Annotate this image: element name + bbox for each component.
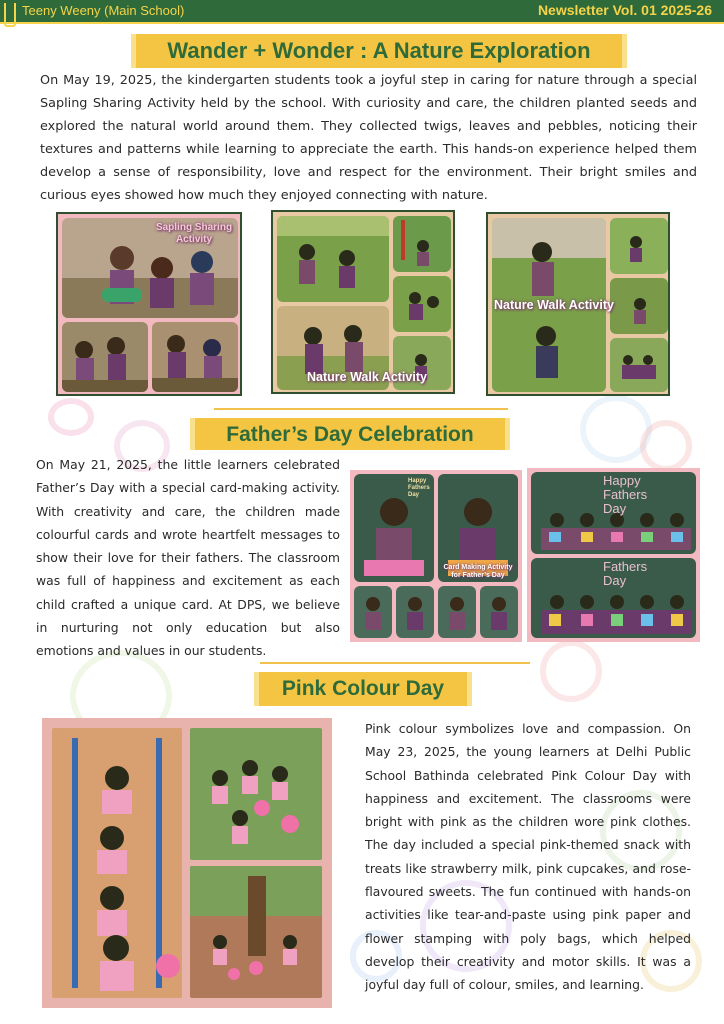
section-title-fathers-day: Father’s Day Celebration <box>190 418 510 450</box>
photo-thumb-3 <box>438 586 476 638</box>
photo-children-tree <box>190 866 322 998</box>
fathers-day-paragraph: On May 21, 2025, the little learners celebrated Father’s Day with a special card-making activity. With creativity and care, the children made colourful cards and wrote heartfelt messages to show their love for their fathers. The classroom was full of happiness and excitement as each child crafted a unique card. At DPS, we believe in nurturing not only education but also emotions and values in our students. <box>36 457 340 659</box>
photo-children-planting <box>62 322 148 392</box>
photo-playground <box>393 216 451 272</box>
photo-thumb-1 <box>354 586 392 638</box>
photo-child-bending <box>393 276 451 332</box>
photo-collage-card-making <box>350 470 522 642</box>
board-fathers-day: Fathers Day <box>603 559 648 588</box>
header-bar <box>0 0 724 22</box>
board-happy-fathers-day-2: Happy Fathers Day <box>603 473 648 516</box>
photo-collage-class-cards <box>527 468 700 642</box>
photo-collage-pink-day <box>42 718 332 1008</box>
header-underline <box>0 22 724 24</box>
photo-children-soil <box>152 322 238 392</box>
photo-child-leaves <box>610 278 668 334</box>
photo-children-slide <box>52 728 182 998</box>
photo-thumb-2 <box>396 586 434 638</box>
caption-card-making: Card Making Activity for Father’s Day <box>443 564 513 579</box>
photo-collage-sapling <box>56 212 242 396</box>
section-title-nature: Wander + Wonder : A Nature Exploration <box>131 34 627 68</box>
photo-child-tree <box>610 218 668 274</box>
school-name: Teeny Weeny (Main School) <box>22 3 185 18</box>
photo-collage-nature-walk-2 <box>486 212 670 396</box>
photo-children-balloons <box>190 728 322 860</box>
photo-thumb-4 <box>480 586 518 638</box>
photo-group-walk <box>610 338 668 392</box>
newsletter-volume: Newsletter Vol. 01 2025-26 <box>537 2 712 18</box>
section-title-pink-day: Pink Colour Day <box>254 672 472 706</box>
caption-nature-walk-2: Nature Walk Activity <box>494 298 614 312</box>
divider-pink-day <box>260 662 530 664</box>
divider-fathers-day <box>214 408 508 410</box>
photo-children-grass <box>277 216 389 302</box>
nature-paragraph: On May 19, 2025, the kindergarten students took a joyful step in caring for nature through a special Sapling Sharing Activity held by the school. With curiosity and care, the children planted seeds and explored the natural world around them. They collected twigs, leaves and pebbles, noticing their textures and patterns while learning to appreciate the earth. This hands-on experience helped them develop a sense of responsibility, love and respect for the environment. Their bright smiles and curious eyes showed how much they enjoyed connecting with nature. <box>40 73 697 203</box>
pink-day-paragraph: Pink colour symbolizes love and compassion. On May 23, 2025, the young learners at Delhi Public School Bathinda celebrated Pink Colour Day with happiness and excitement. The classrooms were bright with pink as the children wore pink clothes. The day included a special pink-themed snack with treats like strawberry milk, pink cupcakes, and rose-flavoured sweets. The fun continued with hands-on activities like tear-and-paste using pink paper and flower stamping with poly bags, which helped develop their creativity and motor skills. It was a joyful day full of colour, smiles, and learning. <box>365 721 691 993</box>
caption-nature-walk-1: Nature Walk Activity <box>307 370 427 384</box>
photo-collage-nature-walk-1 <box>271 210 455 394</box>
caption-sapling: Sapling Sharing Activity <box>155 222 233 245</box>
board-happy-fathers-day-1: Happy Fathers Day <box>408 478 430 498</box>
